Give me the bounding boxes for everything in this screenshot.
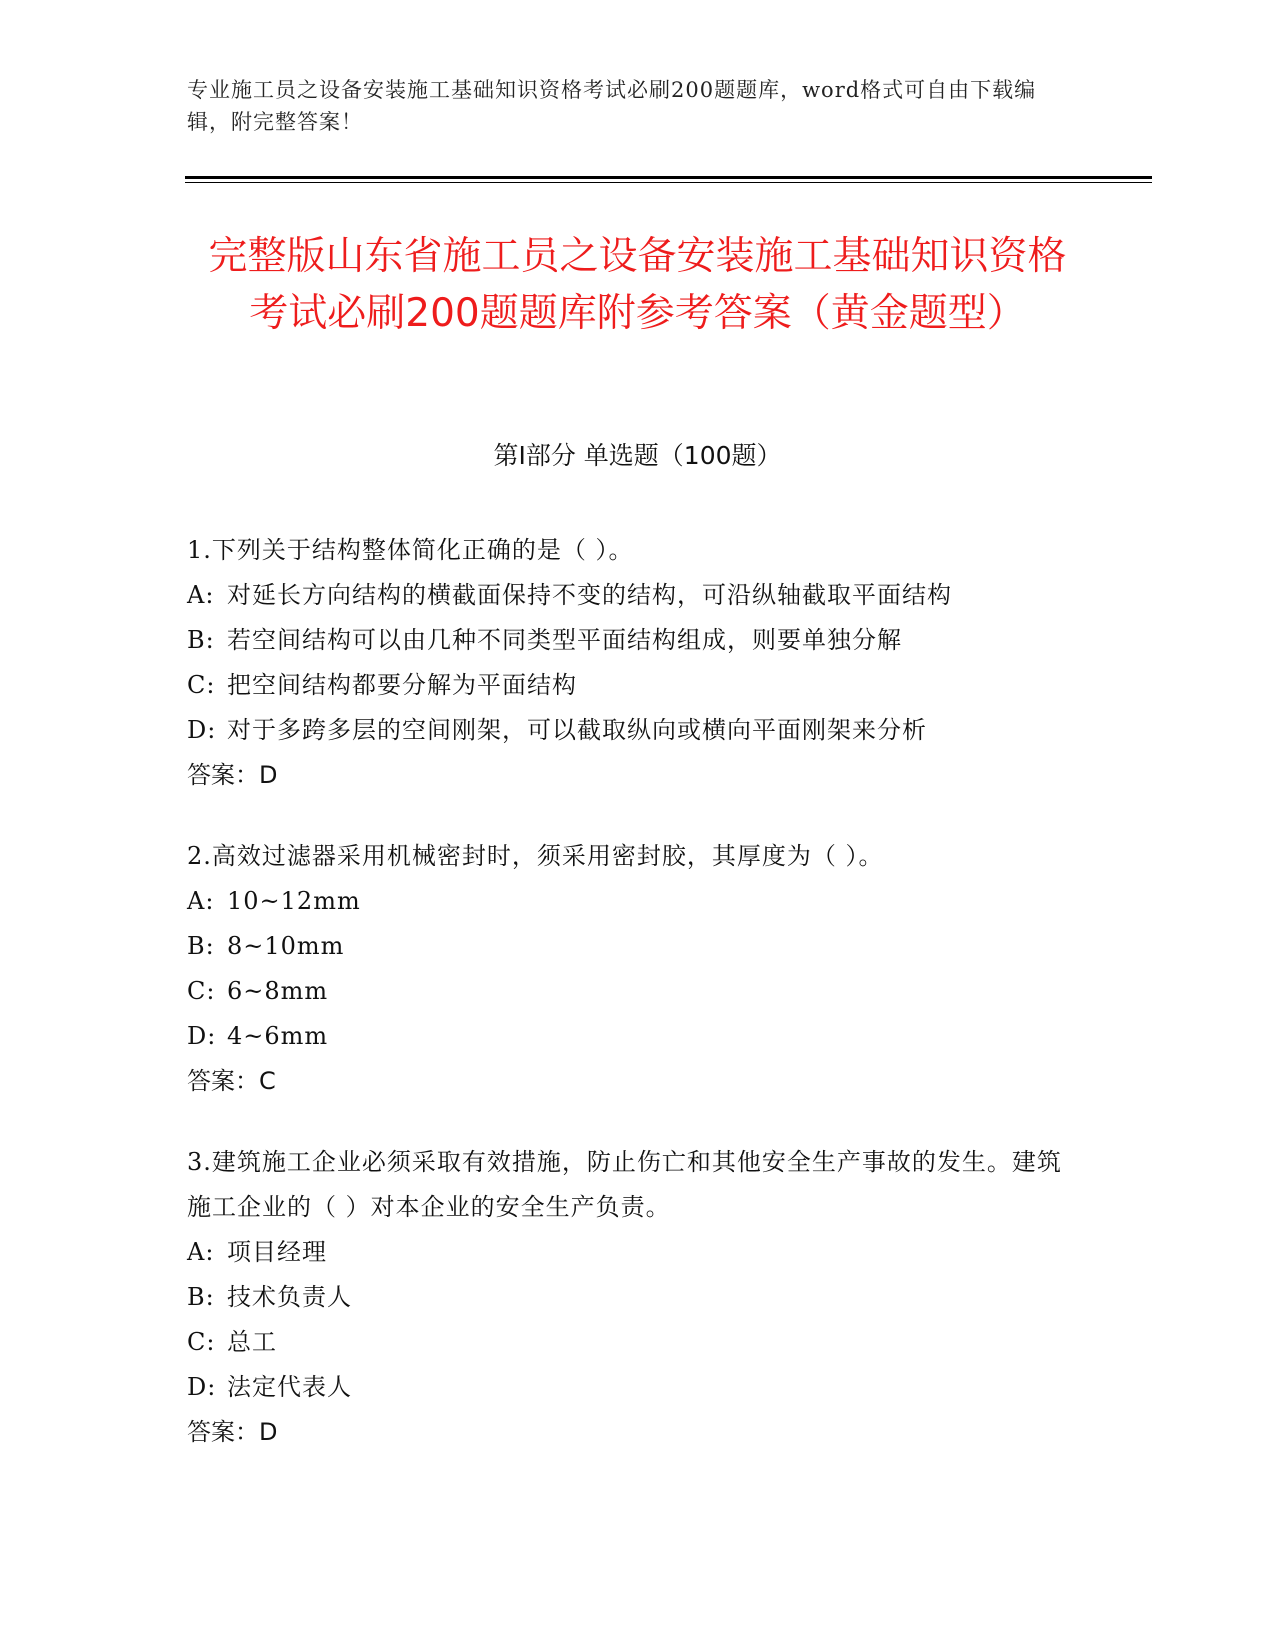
- option-d: [187, 1014, 1087, 1059]
- question-3: [187, 1140, 1087, 1455]
- option-text: 4~6mm: [227, 1022, 329, 1050]
- option-text: 10~12mm: [227, 887, 361, 915]
- option-letter: D:: [187, 1373, 217, 1401]
- answer-label: 答案：C: [187, 1067, 276, 1095]
- option-c: [187, 969, 1087, 1014]
- option-text: 项目经理: [227, 1238, 327, 1266]
- question-2: [187, 834, 1087, 1104]
- option-letter: B:: [187, 626, 215, 654]
- question-stem: 2.高效过滤器采用机械密封时，须采用密封胶，其厚度为（ ）。: [187, 842, 884, 870]
- header-note: 专业施工员之设备安装施工基础知识资格考试必刷200题题库，word格式可自由下载编辑，附完整答案！: [187, 78, 1037, 134]
- question-stem: 3.建筑施工企业必须采取有效措施，防止伤亡和其他安全生产事故的发生。建筑施工企业的（ ）对本企业的安全生产负责。: [187, 1148, 1062, 1221]
- option-letter: A:: [187, 1238, 215, 1266]
- option-letter: C:: [187, 977, 216, 1005]
- option-text: 对延长方向结构的横截面保持不变的结构，可沿纵轴截取平面结构: [227, 581, 952, 609]
- option-b: [187, 924, 1087, 969]
- section-title: 第Ⅰ部分 单选题（100题）: [493, 441, 782, 470]
- option-text: 总工: [227, 1328, 277, 1356]
- document-title: 完整版山东省施工员之设备安装施工基础知识资格考试必刷200题题库附参考答案（黄金题型）: [208, 234, 1067, 336]
- answer-label: 答案：D: [187, 1418, 278, 1446]
- option-text: 把空间结构都要分解为平面结构: [227, 671, 577, 699]
- option-letter: C:: [187, 671, 216, 699]
- question-1: [187, 528, 1087, 798]
- option-letter: B:: [187, 1283, 215, 1311]
- option-b: [187, 1275, 1087, 1320]
- option-letter: D:: [187, 716, 217, 744]
- option-text: 技术负责人: [227, 1283, 352, 1311]
- answer-label: 答案：D: [187, 761, 278, 789]
- header-rule-thin: [185, 182, 1152, 183]
- option-letter: A:: [187, 887, 215, 915]
- option-a: [187, 879, 1087, 924]
- option-letter: D:: [187, 1022, 217, 1050]
- option-text: 对于多跨多层的空间刚架，可以截取纵向或横向平面刚架来分析: [227, 716, 927, 744]
- option-d: [187, 708, 1087, 753]
- header-rule-thick: [185, 176, 1152, 179]
- option-text: 8~10mm: [227, 932, 345, 960]
- question-list: [187, 528, 1087, 1491]
- option-c: [187, 1320, 1087, 1365]
- option-letter: B:: [187, 932, 215, 960]
- option-b: [187, 618, 1087, 663]
- option-a: [187, 573, 1087, 618]
- question-stem: 1.下列关于结构整体简化正确的是（ ）。: [187, 536, 634, 564]
- option-a: [187, 1230, 1087, 1275]
- option-text: 若空间结构可以由几种不同类型平面结构组成，则要单独分解: [227, 626, 902, 654]
- option-d: [187, 1365, 1087, 1410]
- option-letter: C:: [187, 1328, 216, 1356]
- option-c: [187, 663, 1087, 708]
- option-text: 6~8mm: [227, 977, 329, 1005]
- option-letter: A:: [187, 581, 215, 609]
- option-text: 法定代表人: [227, 1373, 352, 1401]
